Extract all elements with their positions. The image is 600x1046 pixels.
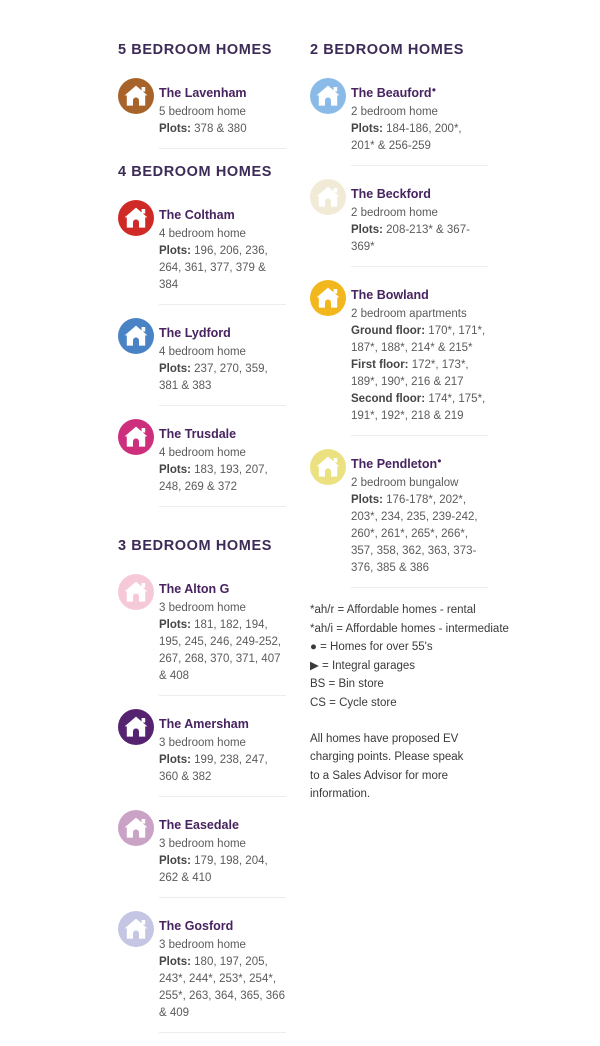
left-column bbox=[118, 42, 286, 1046]
divider bbox=[159, 695, 286, 696]
home-item-trusdale bbox=[118, 419, 286, 496]
divider bbox=[351, 587, 488, 588]
home-name: The Trusdale bbox=[159, 427, 237, 441]
divider bbox=[159, 405, 286, 406]
house-icon bbox=[310, 280, 346, 316]
house-icon bbox=[118, 911, 154, 947]
section-heading-2-bedroom: 2 BEDROOM HOMES bbox=[310, 42, 465, 58]
key-line-bin-store: BS = Bin store bbox=[310, 678, 384, 690]
house-icon bbox=[118, 78, 154, 114]
home-item-bowland bbox=[310, 280, 488, 425]
home-item-easedale bbox=[118, 810, 286, 887]
divider bbox=[159, 796, 286, 797]
home-item-text bbox=[159, 574, 286, 685]
right-column bbox=[310, 42, 509, 804]
home-type: 3 bedroom home bbox=[159, 602, 246, 614]
key-line-affordable-rental: *ah/r = Affordable homes - rental bbox=[310, 604, 476, 616]
home-type: 3 bedroom home bbox=[159, 737, 246, 749]
home-plots: Plots: 208-213* & 367-369* bbox=[351, 224, 470, 253]
home-plots-ground-floor: Ground floor: 170*, 171*, 187*, 188*, 214* & 215* bbox=[351, 325, 486, 354]
house-icon bbox=[118, 810, 154, 846]
key-line-affordable-intermediate: *ah/i = Affordable homes - intermediate bbox=[310, 622, 509, 635]
house-icon bbox=[310, 78, 346, 114]
home-name: The Lavenham bbox=[159, 86, 247, 100]
home-item-text bbox=[351, 449, 488, 577]
divider bbox=[351, 165, 488, 166]
section-heading-3-bedroom: 3 BEDROOM HOMES bbox=[118, 538, 273, 554]
divider bbox=[159, 304, 286, 305]
home-plots: Plots: 199, 238, 247, 360 & 382 bbox=[159, 754, 268, 783]
home-item-beckford bbox=[310, 179, 488, 256]
house-icon bbox=[118, 200, 154, 236]
divider bbox=[159, 506, 286, 507]
home-type: 4 bedroom home bbox=[159, 346, 246, 358]
key-line-cycle-store: CS = Cycle store bbox=[310, 696, 397, 709]
home-item-beauford bbox=[310, 78, 488, 155]
home-item-alton-g bbox=[118, 574, 286, 685]
home-type: 3 bedroom home bbox=[159, 939, 246, 951]
home-item-text bbox=[159, 318, 286, 395]
home-plots: Plots: 184-186, 200*, 201* & 256-259 bbox=[351, 123, 462, 152]
divider bbox=[351, 266, 488, 267]
home-item-text bbox=[159, 810, 286, 887]
over-55s-marker: ● bbox=[431, 84, 437, 94]
house-icon bbox=[118, 709, 154, 745]
home-name: The Amersham bbox=[159, 717, 249, 731]
home-item-text bbox=[351, 78, 488, 155]
home-name: The Alton G bbox=[159, 582, 230, 596]
home-name: The Coltham bbox=[159, 208, 235, 222]
map-key bbox=[310, 603, 509, 711]
house-icon bbox=[310, 179, 346, 215]
home-item-text bbox=[351, 179, 488, 256]
divider bbox=[159, 1032, 286, 1033]
home-name: The Pendleton● bbox=[351, 455, 442, 471]
over-55s-marker: ● bbox=[437, 455, 442, 465]
home-name: The Gosford bbox=[159, 919, 234, 933]
home-type: 2 bedroom bungalow bbox=[351, 477, 459, 489]
home-type: 5 bedroom home bbox=[159, 106, 246, 118]
home-name: The Lydford bbox=[159, 326, 231, 340]
home-item-pendleton bbox=[310, 449, 488, 577]
home-name: The Beauford● bbox=[351, 84, 437, 100]
key-line-over-55s: ● = Homes for over 55's bbox=[310, 641, 433, 653]
key-line-integral-garages: ▶ = Integral garages bbox=[310, 659, 416, 672]
home-item-gosford bbox=[118, 911, 286, 1022]
home-plots: Plots: 183, 193, 207, 248, 269 & 372 bbox=[159, 464, 268, 493]
home-item-text bbox=[159, 911, 286, 1022]
home-type: 4 bedroom home bbox=[159, 447, 246, 459]
home-plots-second-floor: Second floor: 174*, 175*, 191*, 192*, 218 & 219 bbox=[351, 393, 486, 422]
home-type: 2 bedroom home bbox=[351, 106, 438, 118]
home-plots: Plots: 176-178*, 202*, 203*, 234, 235, 239-242, 260*, 261*, 265*, 266*, 357, 358, 362, 363, 373-376, 385 & 386 bbox=[351, 494, 478, 574]
ev-charging-note: All homes have proposed EV charging points. Please speak to a Sales Advisor for more information. bbox=[310, 732, 464, 800]
home-type: 2 bedroom apartments bbox=[351, 308, 467, 320]
home-type: 2 bedroom home bbox=[351, 207, 438, 219]
home-type: 4 bedroom home bbox=[159, 228, 246, 240]
home-plots-first-floor: First floor: 172*, 173*, 189*, 190*, 216 & 217 bbox=[351, 359, 469, 388]
home-item-text bbox=[351, 280, 488, 425]
home-name: The Bowland bbox=[351, 288, 429, 302]
home-item-text bbox=[159, 419, 286, 496]
home-plots: Plots: 237, 270, 359, 381 & 383 bbox=[159, 363, 268, 392]
section-heading-4-bedroom: 4 BEDROOM HOMES bbox=[118, 164, 273, 180]
divider bbox=[351, 435, 488, 436]
home-plots: Plots: 196, 206, 236, 264, 361, 377, 379 & 384 bbox=[159, 245, 268, 291]
home-name: The Easedale bbox=[159, 818, 239, 832]
house-icon bbox=[310, 449, 346, 485]
divider bbox=[159, 148, 286, 149]
divider bbox=[159, 897, 286, 898]
home-item-text bbox=[159, 709, 286, 786]
house-icon bbox=[118, 419, 154, 455]
house-icon bbox=[118, 574, 154, 610]
home-item-amersham bbox=[118, 709, 286, 786]
home-item-coltham bbox=[118, 200, 286, 294]
home-item-lavenham bbox=[118, 78, 286, 138]
home-plots: Plots: 378 & 380 bbox=[159, 123, 247, 135]
home-plots: Plots: 180, 197, 205, 243*, 244*, 253*, 254*, 255*, 263, 364, 365, 366 & 409 bbox=[159, 956, 285, 1019]
house-icon bbox=[118, 318, 154, 354]
home-plots: Plots: 181, 182, 194, 195, 245, 246, 249-252, 267, 268, 370, 371, 407 & 408 bbox=[159, 619, 282, 682]
home-plots: Plots: 179, 198, 204, 262 & 410 bbox=[159, 855, 268, 884]
home-item-text bbox=[159, 200, 286, 294]
home-item-lydford bbox=[118, 318, 286, 395]
section-heading-5-bedroom: 5 BEDROOM HOMES bbox=[118, 42, 273, 58]
home-type: 3 bedroom home bbox=[159, 838, 246, 850]
home-item-text bbox=[159, 78, 247, 138]
home-name: The Beckford bbox=[351, 187, 431, 201]
